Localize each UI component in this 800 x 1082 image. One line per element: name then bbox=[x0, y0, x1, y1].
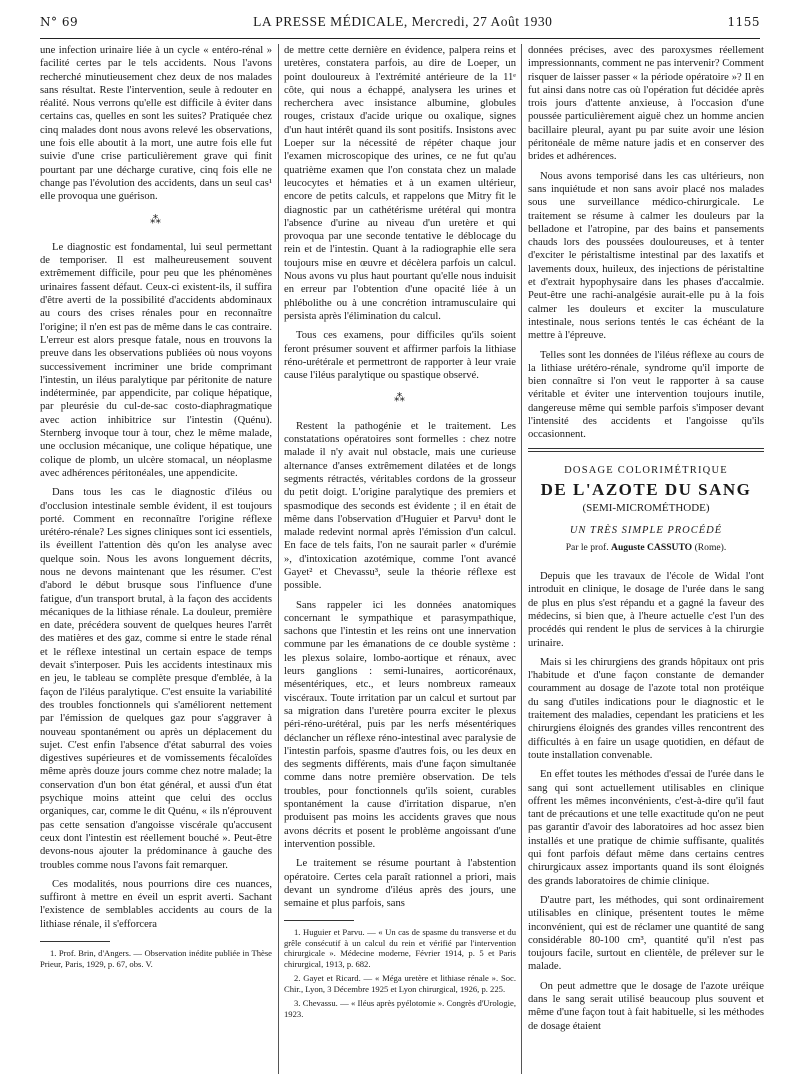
paragraph: une infection urinaire liée à un cycle « entéro-rénal » facilité certes par le tels accidents. Nous l'avons recherché minutieusement chez deux de nos malades sans résultat. Reste l'intervention, seule à redouter en réalité. Nous verrons qu'elle est difficile à éviter dans certains cas, quelles en sont les suites? Pratiquée chez cinq malades dont nous avons relevé les observations, une fois elle aboutit à la mort, une autre fois elle fut suivie d'une crise particulièrement grave qui finit pourtant par une décharge curative, cinq fois elle ne change pas l'évolution des accidents, dans un seul cas¹ elle provoqua une guérison. bbox=[40, 45, 272, 203]
byline-prefix: Par le prof. bbox=[565, 541, 609, 553]
journal-title: LA PRESSE MÉDICALE, Mercredi, 27 Août 1930 bbox=[253, 14, 553, 29]
author-name: Auguste CASSUTO bbox=[611, 541, 693, 553]
column-3 bbox=[528, 44, 764, 1079]
paragraph: Mais si les chirurgiens des grands hôpitaux ont pris l'habitude et d'une façon constante de demander couramment au dosage de l'azote total non protéique du sang d'utiles indications pour le diagnostic et le traitement des maladies, cependant les praticiens et les chirurgiens éloignés des grandes villes rencontrent des difficultés à en faire un usage quotidien, en défaut de toute installation convenable. bbox=[528, 656, 764, 761]
paragraph: Ces modalités, nous pourrions dire ces nuances, suffiront à mettre en éveil un esprit averti. Sachant l'existence de semblables accidents au cours de la lithiase rénale, il s'efforcera bbox=[40, 878, 272, 930]
article-title: DE L'AZOTE DU SANG bbox=[540, 479, 752, 499]
column-divider bbox=[521, 44, 522, 1074]
author-place: (Rome). bbox=[694, 541, 727, 553]
paragraph: Nous avons temporisé dans les cas ultérieurs, non sans inquiétude et non sans avoir placé nos malades sous une surveillance médico-chirurgicale. Le traitement se résume à calmer les douleurs par la belladone et l'atropine, par des bains et pansements chauds lors des poussées douloureuses, et à tenter d'exciter le péristaltisme intestinal par des laxatifs et lavements doux, huileux, des injections de péristaltine et d'extrait hypophysaire dans les phases d'accalmie. Peut-être une rachi-analgésie aurait-elle pu à la fois calmer les douleurs et exciter la musculature intestinale, nous serions tentés le cas échéant de la mettre à l'épreuve. bbox=[528, 170, 764, 342]
column-2 bbox=[284, 44, 516, 1079]
paragraph: Restent la pathogénie et le traitement. Les constatations opératoires sont formelles : chez notre malade il n'y avait nul obstacle, mais une curieuse alternance d'anses extrêmement dilatées et de longs segments rétractés, véritables cordons de la grosseur du petit doigt. L'origine paralytique des premiers et spasmodique des seconds est évidente ; il en était de même dans l'observation d'Huguier et Parvu¹ dont le malade redevint normal après l'émission d'un calcul. En face de tels faits, l'on ne saurait parler « d'urémie », d'intoxication azotémique, comme l'ont avancé Gayet² et Chevassu³, seule la théorie réflexe est possible. bbox=[284, 420, 516, 592]
paragraph: On peut admettre que le dosage de l'azote uréique dans le sang serait utilisé beaucoup plus souvent et même d'une façon tout à fait habituelle, si les méthodes de dosage étaient bbox=[528, 980, 764, 1032]
paragraph: données précises, avec des paroxysmes réellement impressionnants, comment ne pas intervenir? Comment risquer de laisser passer « la période opératoire »? Il en fut ainsi dans notre cas où l'opération fut décidée après trois jours d'attente anxieuse, à l'occasion d'une poussée particulièrement aiguë chez un homme ancien bacillaire pleural, ayant pu par suite avoir une lésion péritonéale de même nature jadis et en conserver des brides et adhérences. bbox=[528, 45, 764, 163]
article-rule bbox=[528, 451, 764, 452]
article-tagline: UN TRÈS SIMPLE PROCÉDÉ bbox=[569, 524, 723, 536]
column-divider bbox=[278, 44, 279, 1074]
footnote: 1. Prof. Brin, d'Angers. — Observation inédite publiée in Thèse Prieur, Paris, 1929, p. 67, obs. V. bbox=[40, 948, 272, 969]
paragraph: Tous ces examens, pour difficiles qu'ils soient feront présumer souvent et affirmer parfois la lithiase réno-urétérale et permettront de rapporter à leur vraie cause l'iléus paralytique ou spastique observé. bbox=[284, 330, 516, 382]
paragraph: Depuis que les travaux de l'école de Widal l'ont introduit en clinique, le dosage de l'urée dans le sang de plus en plus s'est répandu et a gagné la faveur des médecins, si bien que, à l'heure actuelle c'est l'un des procédés qui rendent le plus de services à la chirurgie urinaire. bbox=[528, 571, 764, 649]
article-kicker: DOSAGE COLORIMÉTRIQUE bbox=[564, 464, 728, 476]
page-header bbox=[40, 14, 760, 39]
page-number: 1155 bbox=[727, 15, 760, 29]
paragraph: Telles sont les données de l'iléus réflexe au cours de la lithiase urétéro-rénale, syndrome qu'il importe de bien connaître si l'on veut le rapporter à sa cause véritable et éviter une intervention toujours inutile, dangereuse même qui semble parfois s'imposer devant l'intensité des accidents et l'angoisse qu'ils occasionnent. bbox=[528, 349, 764, 441]
paragraph: En effet toutes les méthodes d'essai de l'urée dans le sang qui sont actuellement utilisables en clinique offrent les mêmes inconvénients, c'est-à-dire qu'il faut tant de précautions et une telle exactitude qu'on ne peut pas garantir d'avoir des laboratoires ad hoc assez bien installés et une pratique de chimie suffisante, qualités qui font parfois défaut même dans certains centres chirurgicaux assez importants quand ils sont éloignés des grands laboratoires de chimie clinique. bbox=[528, 769, 764, 887]
paragraph: D'autre part, les méthodes, qui sont ordinairement utilisables en clinique, présentent toutes le même inconvénient, qui est de réclamer une quantité de sang considérable 80-100 cm³, quantité qu'il n'est pas toujours facile, surtout en clientèle, de prélever sur le malade. bbox=[528, 894, 764, 973]
column-1 bbox=[40, 44, 272, 1079]
paragraph: de mettre cette dernière en évidence, palpera reins et uretères, constatera parfois, au dire de Loeper, un point douloureux à l'extrémité antérieure de la 11ᵉ côte, qui nous a échappé, analysera les urines et recherchera avec insistance albumine, globules rouges, cristaux d'acide urique ou oxalique, signes d'un haut intérêt quand ils sont positifs. Insistons avec Loeper sur la nécessité de répéter chaque jour l'examen microscopique des urines, ce ne fut qu'au quatrième examen que l'on constata chez un malade leucocytes et hématies et à un examen ultérieur, encore de petits calculs, et rappelons que Mitry fit le diagnostic par un cathétérisme urétéral qui montra l'absence d'urine au niveau d'un uretère et qui provoqua par une seconde tentative le déblocage du rein et de l'intestin. Quant à la radiographie elle sera toujours mise en œuvre et décèlera parfois un calcul. Nous avons vu plus haut pourtant qu'elle nous induisit en erreur par l'obtention d'une opacité liée à un phlébolithe ou à une concrétion intramusculaire qui persista après l'élimination du calcul. bbox=[284, 45, 516, 322]
paragraph: Dans tous les cas le diagnostic d'iléus ou d'occlusion intestinale semble évident, il est toujours porté. Comment en reconnaître l'origine réflexe urétéro-rénale? Les signes cliniques sont ici essentiels, ils éveillent l'attention dès qu'on les analyse avec quelque soin. Nous les avons longuement décrits, nous ne devons maintenant que les résumer. C'est d'abord le début brusque sous l'influence d'une fatigue, d'un transport brutal, à la façon des accidents mécaniques de la lithiase rénale. La douleur, première en date, précédera souvent de quelques heures l'arrêt des matières et des gaz, comme si entre le stade rénal et le réflexe intestinal un certain espace de temps devait s'interposer. Puis les accidents intestinaux mis en jeu, le tableau se complète presque d'emblée, à la façon de l'iléus paralytique. C'est ensuite la variabilité des troubles fonctionnels qui s'améliorent nettement par l'émission de quelques gaz pour s'aggraver à nouveau spontanément ou après un déplacement du sujet. C'est enfin l'absence d'état saburral des voies digestives supérieures et de vomissements fécaloïdes même après douze jours comme chez notre malade; la conservation d'un bon état général, et aussi d'un état psychique moins atteint que celui des occlus organiques, car, comme le dit Quénu, « ils n'éprouvent pas cette sensation d'angoisse viscérale qu'accusent ceux dont l'intestin est réellement bouché ». Peut-être devons-nous ajouter la prédominance à gauche des troubles comme nous l'avons fait remarquer. bbox=[40, 487, 272, 871]
footnote-rule bbox=[284, 920, 354, 921]
asterism: ⁂ bbox=[150, 213, 162, 226]
article-byline bbox=[528, 541, 764, 554]
footnote: 2. Gayet et Ricard. — « Méga uretère et lithiase rénale ». Soc. Chir., Lyon, 3 Décembre 1925 et Lyon chirurgical, 1926, p. 225. bbox=[284, 973, 516, 994]
article-rule bbox=[528, 448, 764, 449]
footnote: 3. Chevassu. — « Iléus après pyélotomie ». Congrès d'Urologie, 1923. bbox=[284, 998, 516, 1019]
paragraph: Le diagnostic est fondamental, lui seul permettant de temporiser. Il est malheureusement souvent extrêmement difficile, pour peu que les phénomènes urinaires fassent défaut. Ceux-ci existent-ils, il suffira d'être averti de la possibilité d'accidents abdominaux au cours des crises rénales pour en reconnaître l'origine; il n'en est pas de même dans le cas contraire. L'erreur est alors presque fatale, nous en trouvons la preuve dans les observations publiées où nous voyons successivement incriminer une bride comprimant l'intestin, un iléus paralytique par péritonite de nature indéterminée, par appendicite, par colique hépatique, par pleurésie du cul-de-sac costo-diaphragmatique avec action inhibitrice sur l'intestin (Quénu). Sternberg invoque tour à tour, chez le même malade, une occlusion mécanique, une colique hépatique, une colique de plomb, un ulcère stomacal, un néoplasme avec adhérences péritonéales, une appendicite. bbox=[40, 241, 272, 479]
footnote-rule bbox=[40, 941, 110, 942]
asterism: ⁂ bbox=[394, 392, 406, 405]
paragraph: Sans rappeler ici les données anatomiques concernant le sympathique et parasympathique, sachons que l'intestin et les reins ont une innervation commune par les émanations de ce double système : les plexus solaire, lombo-aortique et rénaux, avec leurs ganglions : semi-lunaires, aorticorénaux, mésentériques, etc., et leurs nombreux rameaux viscéraux. Toute irritation par un calcul et surtout par sa migration dans l'uretère pourra exciter le plexus péri-réno-urétéral, puis par les nerfs mésentériques déclancher un réflexe réno-intestinal avec paralysie de l'intestin parfois, spasme d'autres fois, ou les deux en des segments différents, mais d'une façon simultanée comme dans notre première observation. De tels troubles, pour fonctionnels qu'ils soient, curables spontanément la cause d'irritation disparue, n'en produisent pas moins les accidents graves que nous avons décrits et posent le problème angoissant d'une intervention possible. bbox=[284, 599, 516, 850]
article-subtitle: (SEMI-MICROMÉTHODE) bbox=[582, 502, 710, 515]
footnote: 1. Huguier et Parvu. — « Un cas de spasme du transverse et du grêle consécutif à un calcul du rein et vérifié par l'intervention chirurgicale ». Médecine moderne, Février 1914, p. 5 et Paris chirurgical, 1913, p. 682. bbox=[284, 927, 516, 969]
issue-number: N° 69 bbox=[40, 15, 79, 29]
paragraph: Le traitement se résume pourtant à l'abstention opératoire. Certes cela paraît rationnel a priori, mais devant un syndrome d'iléus après des jours, une semaine et plus parfois, sans bbox=[284, 858, 516, 910]
